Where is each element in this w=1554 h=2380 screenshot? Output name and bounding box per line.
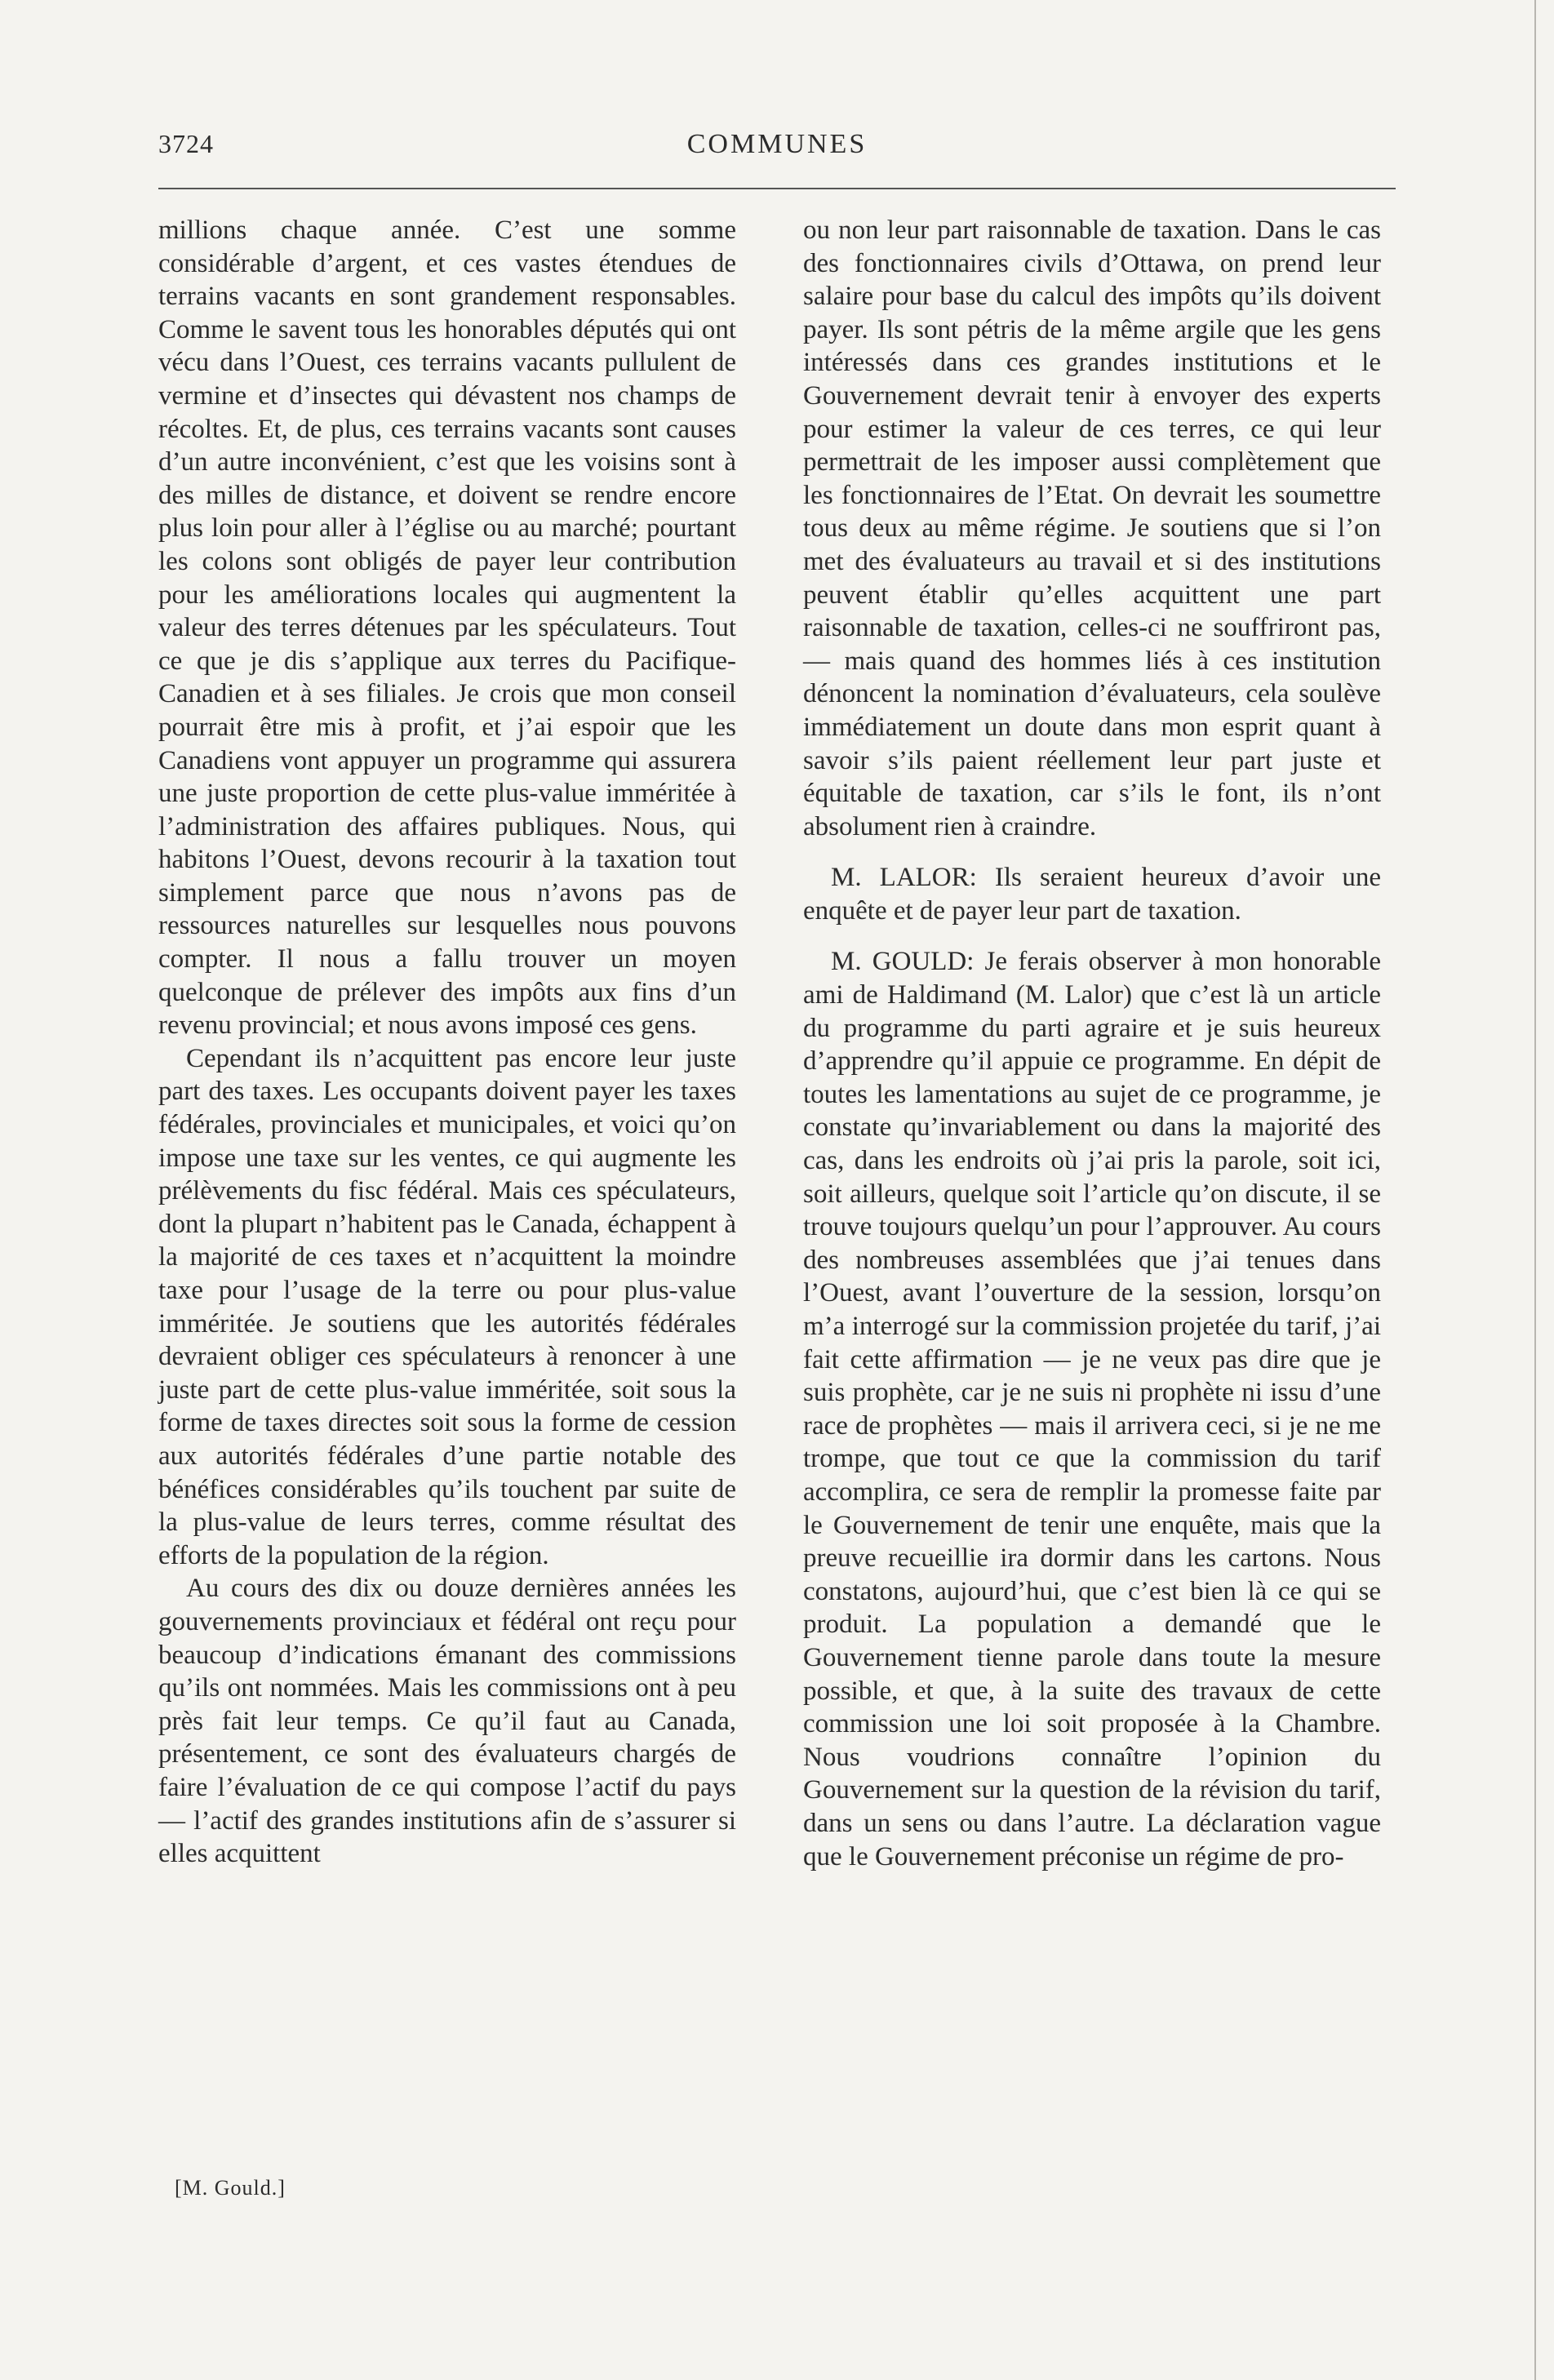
running-head-title: COMMUNES	[686, 129, 868, 159]
right-column	[803, 214, 1381, 1873]
page-edge	[1534, 0, 1536, 2380]
left-column	[158, 214, 736, 1871]
page-number: 3724	[158, 129, 214, 158]
paragraph: millions chaque année. C’est une somme considérable d’argent, et ces vastes étendues de terrains vacants en sont grandement responsables. Comme le savent tous les honorables députés qui ont vécu dans l’Ouest, ces terrains vacants pullulent de vermine et d’insectes qui dévastent nos champs de récoltes. Et, de plus, ces terrains vacants sont causes d’un autre inconvénient, c’est que les voisins sont à des milles de distance, et doivent se rendre encore plus loin pour aller à l’église ou au marché; pourtant les colons sont obligés de payer leur contribution pour les améliorations locales qui augmentent la valeur des terres détenues par les spéculateurs. Tout ce que je dis s’applique aux terres du Pacifique-Canadien et à ses filiales. Je crois que mon conseil pourrait être mis à profit, et j’ai espoir que les Canadiens vont appuyer un programme qui assurera une juste proportion de cette plus-value imméritée à l’administration des affaires publiques. Nous, qui habitons l’Ouest, devons recourir à la taxation tout simplement parce que nous n’avons pas de ressources naturelles sur lesquelles nous pouvons compter. Il nous a fallu trouver un moyen quelconque de prélever des impôts aux fins d’un revenu provincial; et nous avons imposé ces gens.	[158, 215, 736, 1041]
speaker-attribution: [M. Gould.]	[175, 2176, 286, 2200]
paragraph: M. LALOR: Ils seraient heureux d’avoir une enquête et de payer leur part de taxation.	[803, 863, 1381, 926]
paragraph: Au cours des dix ou douze dernières années les gouvernements provinciaux et fédéral ont reçu pour beaucoup d’indications émanant des commissions qu’ils ont nommées. Mais les commissions ont à peu près fait leur temps. Ce qu’il faut au Canada, présentement, ce sont des évaluateurs chargés de faire l’évaluation de ce qui compose l’actif du pays — l’actif des grandes institutions afin de s’assurer si elles acquittent	[158, 1574, 736, 1869]
header-rule	[158, 188, 1396, 189]
paragraph: Cependant ils n’acquittent pas encore leur juste part des taxes. Les occupants doivent payer les taxes fédérales, provinciales et municipales, et voici qu’on impose une taxe sur les ventes, ce qui augmente les prélèvements du fisc fédéral. Mais ces spéculateurs, dont la plupart n’habitent pas le Canada, échappent à la majorité de ces taxes et n’acquittent la moindre taxe pour l’usage de la terre ou pour plus-value imméritée. Je soutiens que les autorités fédérales devraient obliger ces spéculateurs à renoncer à une juste part de cette plus-value imméritée, soit sous la forme de taxes directes soit sous la forme de cession aux autorités fédérales d’une partie notable des bénéfices considérables qu’ils touchent par suite de la plus-value de leurs terres, comme résultat des efforts de la population de la région.	[158, 1043, 736, 1570]
paragraph: ou non leur part raisonnable de taxation. Dans le cas des fonctionnaires civils d’Ottawa, on prend leur salaire pour base du calcul des impôts qu’ils doivent payer. Ils sont pétris de la même argile que les gens intéressés dans ces grandes institutions et le Gouvernement devrait tenir à envoyer des experts pour estimer la valeur de ces terres, ce qui leur permettrait de les imposer aussi complètement que les fonctionnaires de l’Etat. On devrait les soumettre tous deux au même régime. Je soutiens que si l’on met des évaluateurs au travail et si des institutions peuvent établir qu’elles acquittent une part raisonnable de taxation, celles-ci ne souffriront pas,— mais quand des hommes liés à ces institution dénoncent la nomination d’évaluateurs, cela soulève immédiatement un doute dans mon esprit quant à savoir s’ils paient réellement leur part juste et équitable de taxation, car s’ils le font, ils n’ont absolument rien à craindre.	[803, 215, 1381, 841]
paragraph: M. GOULD: Je ferais observer à mon honorable ami de Haldimand (M. Lalor) que c’est là un article du programme du parti agraire et je suis heureux d’apprendre qu’il appuie ce programme. En dépit de toutes les lamentations au sujet de ce programme, je constate qu’invariablement ou dans la majorité des cas, dans les endroits où j’ai pris la parole, soit ici, soit ailleurs, quelque soit l’article qu’on discute, il se trouve toujours quelqu’un pour l’approuver. Au cours des nombreuses assemblées que j’ai tenues dans l’Ouest, avant l’ouverture de la session, lorsqu’on m’a interrogé sur la commission projetée du tarif, j’ai fait cette affirmation — je ne veux pas dire que je suis prophète, car je ne suis ni prophète ni issu d’une race de prophètes — mais il arrivera ceci, si je ne me trompe, que tout ce que la commission du tarif accomplira, ce sera de remplir la promesse faite par le Gouvernement de tenir une enquête, mais que la preuve recueillie ira dormir dans les cartons. Nous constatons, aujourd’hui, que c’est bien là ce qui se produit. La population a demandé que le Gouvernement tienne parole dans toute la mesure possible, et que, à la suite des travaux de cette commission une loi soit proposée à la Chambre. Nous voudrions connaître l’opinion du Gouvernement sur la question de la révision du tarif, dans un sens ou dans l’autre. La déclaration vague que le Gouvernement préconise un régime de pro-	[803, 947, 1381, 1872]
